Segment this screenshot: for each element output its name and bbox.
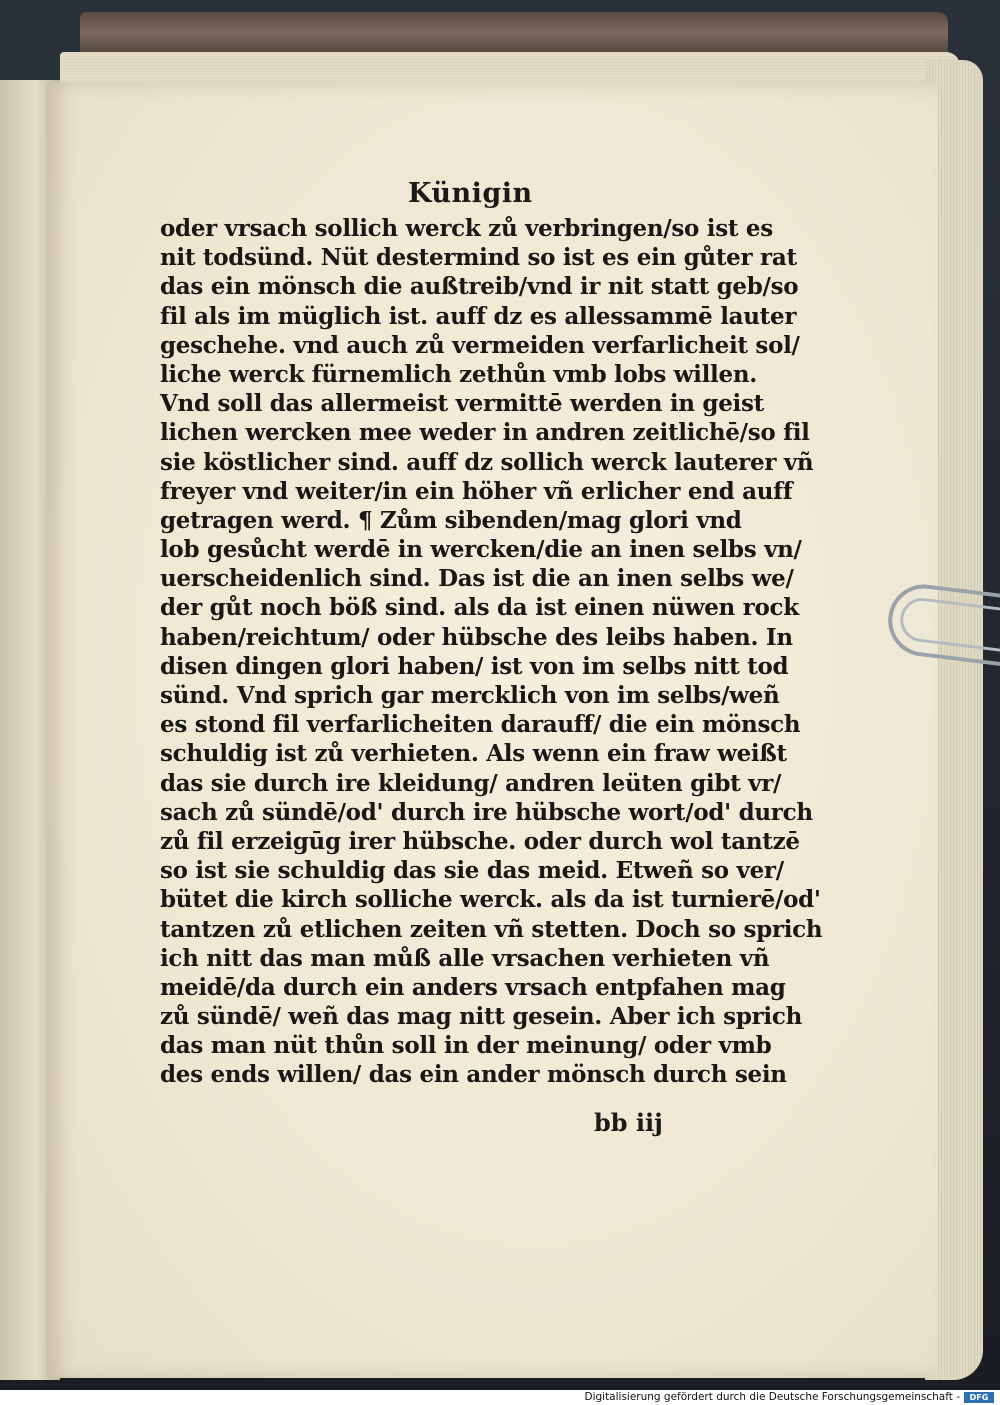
text-line: der gůt noch böß sind. als da ist einen nüwen rock xyxy=(160,594,799,622)
text-line: sie köstlicher sind. auff dz sollich werck lauterer vñ xyxy=(160,448,814,476)
text-line: haben/reichtum/ oder hübsche des leibs haben. In xyxy=(160,623,793,651)
text-line: freyer vnd weiter/in ein höher vñ erlicher end auff xyxy=(160,477,793,505)
text-line: das man nüt thůn soll in der meinung/ oder vmb xyxy=(160,1032,772,1060)
text-line: tantzen zů etlichen zeiten vñ stetten. Doch so sprich xyxy=(160,915,823,943)
text-line: liche werck fürnemlich zethůn vmb lobs willen. xyxy=(160,360,757,388)
text-line: ich nitt das man můß alle vrsachen verhieten vñ xyxy=(160,944,770,972)
text-line: sünd. Vnd sprich gar mercklich von im selbs/weñ xyxy=(160,682,780,709)
text-line: so ist sie schuldig das sie das meid. Etweñ so ver/ xyxy=(160,857,784,885)
funding-credit: Digitalisierung gefördert durch die Deutsche Forschungsgemeinschaft - xyxy=(584,1391,960,1403)
text-line: disen dingen glori haben/ ist von im selbs nitt tod xyxy=(160,652,789,680)
text-line: es stond fil verfarlicheiten darauff/ die ein mönsch xyxy=(160,711,801,739)
text-line: nit todsünd. Nüt destermind so ist es ein gůter rat xyxy=(160,244,797,272)
text-line: uerscheidenlich sind. Das ist die an inen selbs we/ xyxy=(160,565,794,593)
text-line: meidē/da durch ein anders vrsach entpfahen mag xyxy=(160,973,786,1001)
text-line: getragen werd. ¶ Zům sibenden/mag glori vnd xyxy=(160,506,742,534)
text-line: des ends willen/ das ein ander mönsch durch sein xyxy=(160,1061,787,1089)
text-line: das sie durch ire kleidung/ andren leüten gibt vr/ xyxy=(160,769,782,797)
text-line: lichen wercken mee weder in andren zeitlichē/so fil xyxy=(160,419,810,447)
text-line: bütet die kirch solliche werck. als da ist turnierē/od' xyxy=(160,886,821,914)
running-header: Künigin xyxy=(408,178,533,209)
signature-mark: bb iij xyxy=(594,1108,663,1137)
text-line: geschehe. vnd auch zů vermeiden verfarlicheit sol/ xyxy=(160,331,800,359)
dfg-logo: DFG xyxy=(964,1392,994,1403)
text-line: Vnd soll das allermeist vermittē werden in geist xyxy=(160,390,764,418)
text-line: lob gesůcht werdē in wercken/die an inen selbs vn/ xyxy=(160,536,802,564)
text-line: zů sündē/ weñ das mag nitt gesein. Aber ich sprich xyxy=(160,1003,802,1031)
text-line: fil als im müglich ist. auff dz es allessammē lauter xyxy=(160,302,797,330)
footer-bar xyxy=(0,1390,1000,1405)
text-line: zů fil erzeigūg irer hübsche. oder durch wol tantzē xyxy=(160,827,800,855)
page-text xyxy=(160,214,823,1090)
text-line: sach zů sündē/od' durch ire hübsche wort/od' durch xyxy=(160,798,813,826)
text-line: schuldig ist zů verhieten. Als wenn ein fraw weißt xyxy=(160,740,787,768)
text-line: oder vrsach sollich werck zů verbringen/so ist es xyxy=(160,215,773,242)
text-line: das ein mönsch die außtreib/vnd ir nit statt geb/so xyxy=(160,273,799,301)
